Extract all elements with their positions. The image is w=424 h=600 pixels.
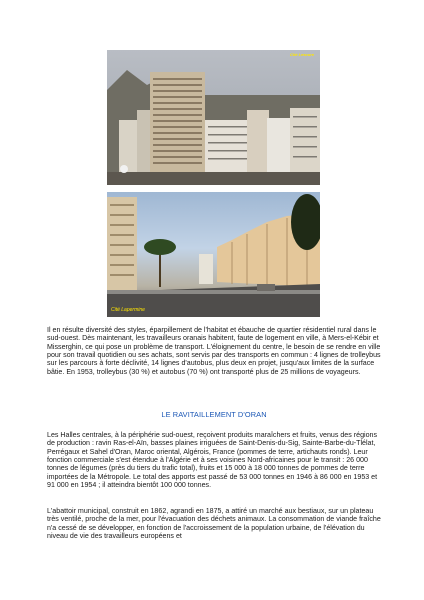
photo-caption: Cité Lescure (289, 52, 314, 57)
paragraph-transport (47, 326, 381, 376)
photo-cite-lescure (107, 50, 320, 185)
photo-cite-lescure-scene (107, 50, 320, 185)
section-heading: LE RAVITAILLEMENT D'ORAN (161, 410, 267, 419)
paragraph-text: Les Halles centrales, à la périphérie sud-ouest, reçoivent produits maraîchers et fruits, venus des régions de production : ravin Ras-el-Aïn, basses plaines irriguées de Saint-Denis-du-Sig, Sainte-Barbe-du-Tlélat, Perrégaux et Sahel d'Oran, Maroc oriental, Algérois, France (pommes de terre, artichauts ronds). Leur fonction commerciale s'est étendue à l'Algérie et à ses voisines Nord-africaines pour le transit : 26 000 tonnes de légumes (près du tiers du trafic total), fruits et 15 000 à 18 000 tonnes de pommes de terre importées de la Métropole. Le total des apports est passé de 53 000 tonnes en 1946 à 86 000 en 1953 et 91 000 en 1954 ; il atteindra bientôt 100 000 tonnes. (47, 431, 378, 490)
photo-cite-lapermine (107, 192, 320, 317)
paragraph-text: L'abattoir municipal, construit en 1862, agrandi en 1875, a attiré un marché aux bestiaux, sur un plateau très ventilé, proche de la mer, pour l'évacuation des déchets animaux. La consommation de viande fraîche n'a cessé de se développer, en fonction de l'accroissement de la population urbaine, de l'élévation du niveau de vie des travailleurs européens et (47, 507, 381, 541)
paragraph-halles (47, 431, 381, 489)
paragraph-text: Il en résulte diversité des styles, éparpillement de l'habitat et ébauche de quartier résidentiel rural dans le sud-ouest. Dès maintenant, les travailleurs oranais habitent, faute de logement en ville, à Mers-el-Kébir et Misserghin, ce qui pose un problème de transport. L'éloignement du centre, le besoin de se rendre en ville pour son travail quotidien ou ses achats, sont servis par des transports en commun : 4 lignes de trolleybus sur les parcours à forte déclivité, 14 lignes d'autobus, plus deux en projet, jusqu'aux limites de la surface bâtie. En 1953, trolleybus (30 %) et autobus (70 %) ont transporté plus de 25 millions de voyageurs. (47, 326, 381, 376)
paragraph-abattoir (47, 507, 381, 540)
photo-cite-lapermine-scene (107, 192, 320, 317)
photo-caption: Cité Lapermine (111, 307, 145, 313)
